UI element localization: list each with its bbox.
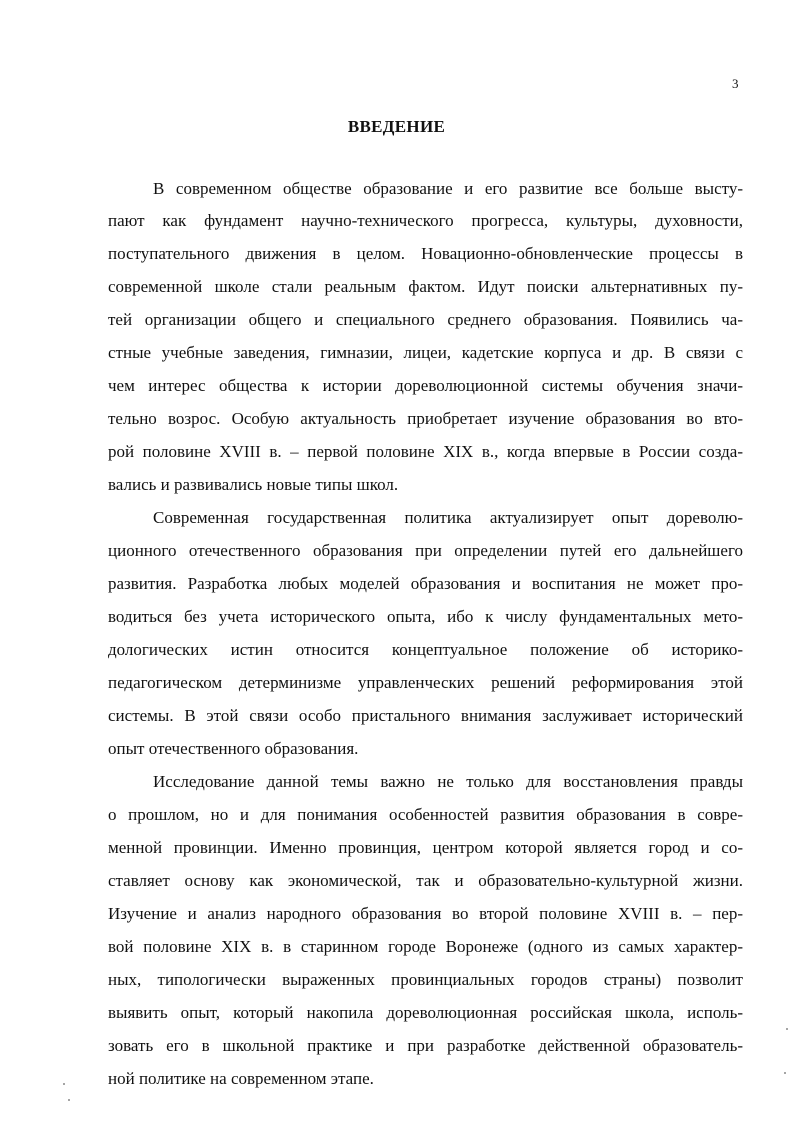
text-line: современной школе стали реальным фактом. Идут поиски альтернативных пу-	[108, 277, 743, 296]
text-line: опыт отечественного образования.	[108, 739, 359, 758]
text-line: о прошлом, но и для понимания особенностей развития образования в совре-	[108, 805, 743, 824]
section-title: ВВЕДЕНИЕ	[347, 117, 446, 136]
scan-speck	[63, 1083, 65, 1085]
text-line: системы. В этой связи особо пристального внимания заслуживает исторический	[108, 706, 743, 725]
text-line: стные учебные заведения, гимназии, лицеи, кадетские корпуса и др. В связи с	[108, 343, 743, 362]
text-line: тельно возрос. Особую актуальность приобретает изучение образования во вто-	[108, 409, 743, 428]
text-line: чем интерес общества к истории дореволюционной системы обучения значи-	[108, 376, 743, 395]
scan-speck	[786, 1028, 788, 1030]
text-line: поступательного движения в целом. Новационно-обновленческие процессы в	[108, 244, 743, 263]
text-line: зовать его в школьной практике и при разработке действенной образователь-	[108, 1036, 743, 1055]
text-line: водиться без учета исторического опыта, ибо к числу фундаментальных мето-	[108, 607, 743, 626]
scan-speck	[68, 1099, 70, 1101]
text-line: ционного отечественного образования при определении путей его дальнейшего	[108, 541, 743, 560]
text-line: вой половине XIX в. в старинном городе Воронеже (одного из самых характер-	[108, 937, 743, 956]
text-line: В современном обществе образование и его развитие все больше высту-	[153, 179, 743, 198]
text-line: рой половине XVIII в. – первой половине XIX в., когда впервые в России созда-	[108, 442, 743, 461]
text-line: ных, типологически выраженных провинциальных городов страны) позволит	[108, 970, 743, 989]
scan-speck	[784, 1072, 786, 1074]
text-line: развития. Разработка любых моделей образования и воспитания не может про-	[108, 574, 743, 593]
text-line: тей организации общего и специального среднего образования. Появились ча-	[108, 310, 743, 329]
text-line: педагогическом детерминизме управленческих решений реформирования этой	[108, 673, 743, 692]
text-line: ной политике на современном этапе.	[108, 1069, 374, 1088]
page-number: 3	[732, 76, 739, 91]
text-line: выявить опыт, который накопила дореволюционная российская школа, исполь-	[108, 1003, 743, 1022]
text-line: Исследование данной темы важно не только для восстановления правды	[153, 772, 743, 791]
text-line: Изучение и анализ народного образования во второй половине XVIII в. – пер-	[108, 904, 743, 923]
text-line: Современная государственная политика актуализирует опыт дореволю-	[153, 508, 743, 527]
text-line: дологических истин относится концептуальное положение об историко-	[108, 640, 743, 659]
text-line: вались и развивались новые типы школ.	[108, 475, 399, 494]
text-line: менной провинции. Именно провинция, центром которой является город и со-	[108, 838, 743, 857]
text-line: ставляет основу как экономической, так и образовательно-культурной жизни.	[108, 871, 743, 890]
text-line: пают как фундамент научно-технического прогресса, культуры, духовности,	[108, 211, 743, 230]
